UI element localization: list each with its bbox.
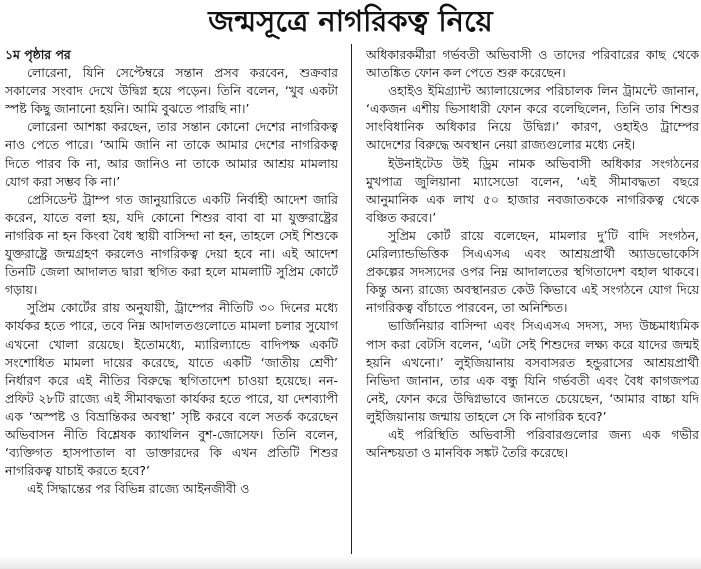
- page-title: জন্মসূত্রে নাগরিকত্ব নিয়ে: [208, 4, 493, 38]
- page-bottom-edge: [0, 556, 701, 569]
- paragraph: এই পরিস্থিতি অভিবাসী পরিবারগুলোর জন্য এক গভীর অনিশ্চয়তা ও মানবিক সঙ্কট তৈরি করেছে।: [366, 426, 699, 461]
- paragraph: লোরেনা, যিনি সেপ্টেম্বরে সন্তান প্রসব করবেন, শুক্রবার সকালের সংবাদ দেখে উদ্বিগ্ন হয়ে পড়েন। তিনি বলেন, ‘খুব একটা স্পষ্ট কিছু জানানো হয়নি। আমি বুঝতে পারছি না।’: [5, 65, 338, 117]
- continued-label: ১ম পৃষ্ঠার পর: [5, 47, 71, 62]
- paragraph: অধিকারকর্মীরা গর্ভবতী অভিবাসী ও তাদের পরিবারের কাছ থেকে আতঙ্কিত ফোন কল পেতে শুরু করেছেন।: [366, 47, 699, 81]
- paragraph: ইউনাইটেড উই ড্রিম নামক অভিবাসী অধিকার সংগঠনের মুখপাত্র জুলিয়ানা ম্যাসেডো বলেন, ‘এই সীমাবদ্ধতা বছরে আনুমানিক এক লাখ ৫০ হাজার নবজাতককে নাগরিকত্ব থেকে বঞ্চিত করবে।’: [366, 155, 699, 225]
- paragraph: লোরেনা আশঙ্কা করছেন, তার সন্তান কোনো দেশের নাগরিকত্ব নাও পেতে পারে। ‘আমি জানি না তাকে আমার দেশের নাগরিকত্ব দিতে পারব কি না, আর জানিও না তাকে আমার আশ্রয় মামলায় যোগ করা সম্ভব কি না।’: [5, 119, 338, 189]
- column-divider: [351, 44, 352, 554]
- article-column-right: [366, 46, 699, 551]
- paragraph: ভার্জিনিয়ার বাসিন্দা এবং সিএএসএ সদস্য, সদ্য উচ্চমাধ্যমিক পাস করা বেটসি বলেন, ‘এটা সেই শিশুদের লক্ষ্য করে যাদের জন্মই হয়নি এখনো।’ লুইজিয়ানায় বসবাসরত হন্ডুরাসের আশ্রয়প্রার্থী নিভিদা জানান, তার এক বন্ধু যিনি গর্ভবতী এবং বৈধ কাগজপত্র নেই, ফোন করে উদ্বিগ্নভাবে জানতে চেয়েছেন, ‘আমার বাচ্চা যদি লুইজিয়ানায় জন্মায় তাহলে সে কি নাগরিক হবে?’: [366, 318, 699, 424]
- paragraph: প্রেসিডেন্ট ট্রাম্প গত জানুয়ারিতে একটি নির্বাহী আদেশ জারি করেন, যাতে বলা হয়, যদি কোনো শিশুর বাবা বা মা যুক্তরাষ্ট্রের নাগরিক না হন কিংবা বৈধ স্থায়ী বাসিন্দা না হন, তাহলে সেই শিশুকে যুক্তরাষ্ট্রে জন্মগ্রহণ করলেও নাগরিকত্ব দেয়া হবে না। এই আদেশ তিনটি জেলা আদালত দ্বারা স্থগিত করা হলে মামলাটি সুপ্রিম কোর্টে গড়ায়।: [5, 191, 338, 298]
- article-column-left: [5, 46, 338, 551]
- paragraph: সুপ্রিম কোর্টের রায় অনুযায়ী, ট্রাম্পের নীতিটি ৩০ দিনের মধ্যে কার্যকর হতে পারে, তবে নিম্ন আদালতগুলোতে মামলা চলার সুযোগ এখনো খোলা রয়েছে। ইতোমধ্যে, ম্যারিল্যান্ডে বাদিপক্ষ একটি সংশোধিত মামলা দায়ের করেছে, যাতে একটি ‘জাতীয় শ্রেণী’ নির্ধারণ করে এই নীতির বিরুদ্ধে স্থগিতাদেশ চাওয়া হয়েছে। নন-প্রফিট ২৮টি রাজ্যে এই সীমাবদ্ধতা কার্যকর হতে পারে, যা দেশব্যাপী এক ‘অস্পষ্ট ও বিভ্রান্তিকর অবস্থা’ সৃষ্টি করবে বলে সতর্ক করেছেন অভিবাসন নীতি বিশ্লেষক ক্যাথলিন বুশ-জোসেফ। তিনি বলেন, ‘ব্যক্তিগত হাসপাতাল বা ডাক্তারদের কি এখন প্রতিটি শিশুর নাগরিকত্ব যাচাই করতে হবে?’: [5, 300, 338, 479]
- paragraph: ওহাইও ইমিগ্র্যান্ট অ্যালায়েন্সের পরিচালক লিন ট্রামন্টে জানান, ‘একজন এশীয় ভিসাধারী ফোন করে বলেছিলেন, তিনি তার শিশুর সাংবিধানিক অধিকার নিয়ে উদ্বিগ্ন।’ কারণ, ওহাইও ট্রাম্পের আদেশের বিরুদ্ধে অবস্থান নেয়া রাজ্যগুলোর মধ্যে নেই।: [366, 83, 699, 153]
- paragraph: সুপ্রিম কোর্ট রায়ে বলেছেন, মামলার দু’টি বাদি সংগঠন, মেরিল্যান্ডভিত্তিক সিএএসএ এবং আশ্রয়প্রার্থী অ্যাডভোকেসি প্রকল্পের সদস্যদের ওপর নিম্ন আদালতের স্থগিতাদেশ বহাল থাকবে। কিন্তু অন্য রাজ্যে অবস্থানরত কেউ কিভাবে এই সংগঠনে যোগ দিয়ে নাগরিকত্ব বাঁচাতে পারবেন, তা অনিশ্চিত।: [366, 227, 699, 316]
- paragraph: এই সিদ্ধান্তের পর বিভিন্ন রাজ্যে আইনজীবী ও: [27, 481, 250, 497]
